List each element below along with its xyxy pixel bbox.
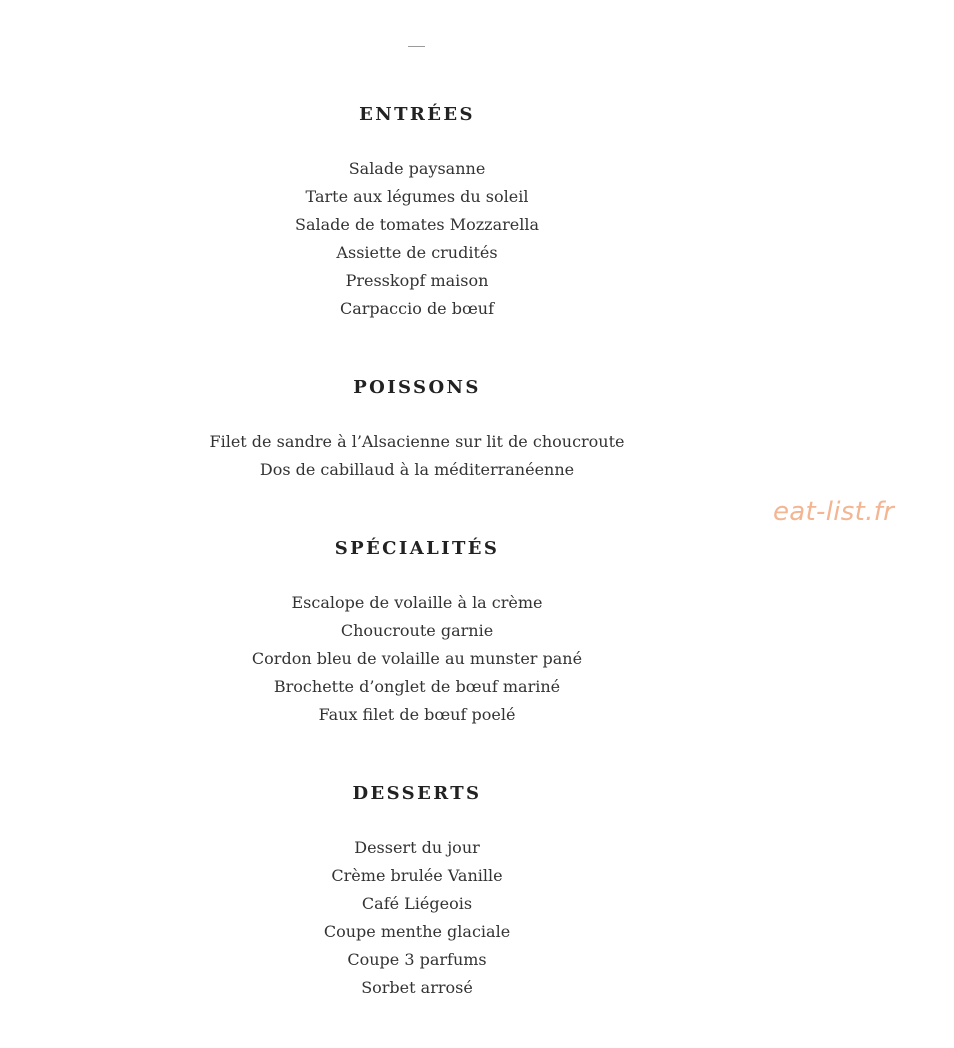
menu-item: Salade paysanne (348, 159, 486, 178)
menu-item: Crème brulée Vanille (331, 866, 503, 885)
menu-item: Dessert du jour (354, 838, 480, 857)
divider-dash (408, 46, 425, 47)
section-specialites (0, 535, 834, 729)
menu-item: Dos de cabillaud à la méditerranéenne (259, 460, 575, 479)
section-title: DESSERTS (352, 783, 482, 804)
item-list (0, 428, 834, 484)
section-title: SPÉCIALITÉS (334, 538, 500, 559)
item-list (0, 589, 834, 729)
watermark-text: eat-list.fr (773, 497, 895, 527)
menu-item: Coupe menthe glaciale (323, 922, 511, 941)
menu-item: Café Liégeois (361, 894, 473, 913)
menu-item: Cordon bleu de volaille au munster pané (251, 649, 583, 668)
menu-item: Salade de tomates Mozzarella (294, 215, 540, 234)
menu-item: Presskopf maison (345, 271, 489, 290)
section-poissons (0, 374, 834, 484)
item-list (0, 155, 834, 323)
menu-item: Coupe 3 parfums (347, 950, 487, 969)
menu-item: Carpaccio de bœuf (339, 299, 495, 318)
section-title: ENTRÉES (359, 104, 475, 125)
section-entrees (0, 101, 834, 323)
section-title: POISSONS (353, 377, 481, 398)
menu-item: Brochette d’onglet de bœuf mariné (273, 677, 561, 696)
item-list (0, 834, 834, 1002)
section-desserts (0, 780, 834, 1002)
menu-item: Choucroute garnie (340, 621, 494, 640)
menu-item: Escalope de volaille à la crème (291, 593, 543, 612)
menu-item: Tarte aux légumes du soleil (305, 187, 529, 206)
menu-item: Faux filet de bœuf poelé (318, 705, 516, 724)
menu-item: Assiette de crudités (336, 243, 498, 262)
menu-item: Filet de sandre à l’Alsacienne sur lit de choucroute (209, 432, 625, 451)
menu-item: Sorbet arrosé (361, 978, 473, 997)
